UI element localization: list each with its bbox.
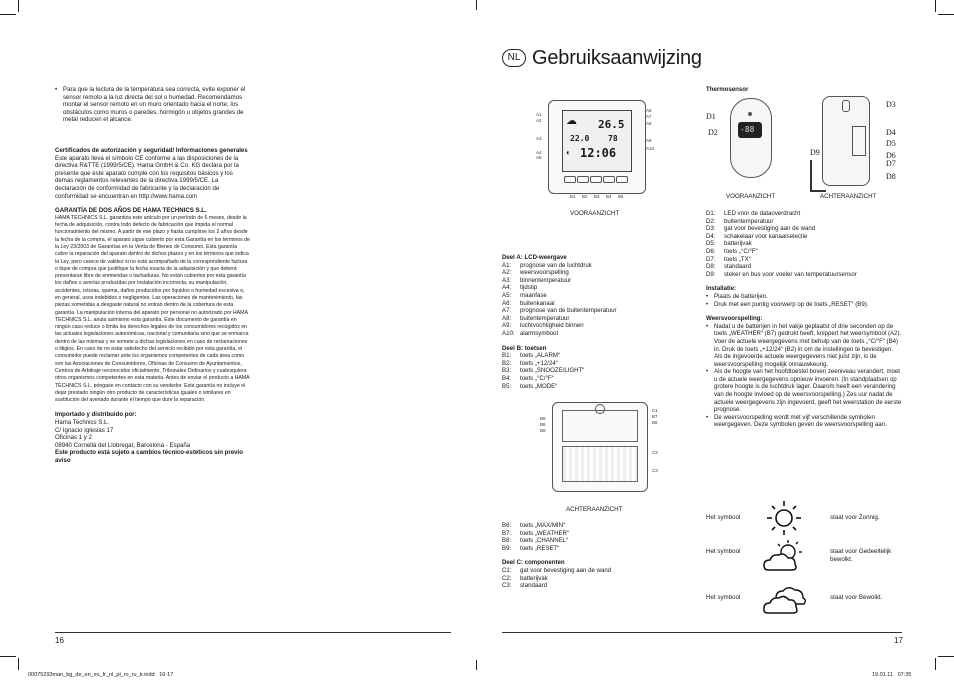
importer-title: Importado y distribuido por: [55,411,137,419]
display-temp-in: 22.0 [570,134,590,143]
led-indicator [748,112,752,116]
partD-row: D4: schakelaar voor kanaalselectie [706,232,808,240]
crop-mark [938,14,954,15]
label-a5: A5 [536,155,542,160]
front-view-caption: VOORAANZICHT [570,210,620,217]
partC-title: Deel C: componenten [502,559,565,567]
label-d8: D8 [886,172,896,181]
symbol-right-text: staat voor Gedeeltelijk bewolkt. [830,548,892,563]
cert-title: Certificados de autorización y seguridad/ Informaciones generales [55,146,248,154]
label-b6-left: B6 [540,416,546,421]
partA-row: A3: binnentemperatuur [502,276,572,284]
front-button [564,176,576,183]
partD-row: D9: steker en bus voor voeler van temperatuursensor [706,270,857,278]
partA-row: A4: tijdstip [502,284,538,292]
label-d6: D6 [886,151,896,160]
label-a4: A4 [536,150,542,155]
crop-mark [938,656,954,657]
middle-column [502,254,662,390]
symbol-row-partly-cloudy [706,542,906,582]
left-column [55,86,250,465]
partB-row: B6: toets „MAX/MIN“ [502,522,566,529]
print-file-info: 00075293man_bg_de_en_es_fr_nl_pl_ro_ru_tr.indd 16-17 [28,672,174,678]
label-d4: D4 [886,128,896,137]
forecast-item: • Als de hoogte van het hoofdtoestel boven zeeniveau verandert, moet u de actuele weergegevens opnieuw invoeren. (In standplaatsen op grotere hoogte is de luchtdruk lager. Daarom heeft een verandering van de hoogte invloed op de weersvoorspelling.) Zes uur nadat de actuele weergegevens zijn ingevoerd, geeft het weerstation de eerste prognose. [706,368,902,414]
symbol-left-text: Het symbool [706,594,741,601]
partB-row: B1: toets „ALARM“ [502,352,560,360]
display-temp-out: 26.5 [598,118,625,131]
forecast-item: • De weersvoorspelling wordt met vijf verschillende symbolen weergegeven. Deze symbolen geven de weersvoorspelling aan. [706,414,902,429]
importer-line: C/ Ignacio Iglesias 17 [55,426,114,434]
label-a6: A6 [646,108,652,113]
label-b7: B7 [652,414,658,419]
label-b9: B9 [540,428,546,433]
symbol-row-cloudy [706,582,906,622]
symbol-right-text: staat voor Bewolkt. [830,594,883,601]
warranty-text: HAMA TECHNICS S.L. garantiza este artículo por un período de 6 meses, desde la fecha de adquisición, contra todo defecto de fabricación que impida el normal funcionamiento del mismo. A partir de ese plazo y hasta cumplirse los 2 años desde la fecha de la compra, el aparato sigue cubierto por esta Garantía en los términos de la Ley 23/2003 de Garantías en la Venta de Bienes de Consumo. Esta garantía cubre la reparación del aparato dentro de dichos plazos y en los términos que indica la Ley, pero carece de validez si no está acompañado de la correspondiente factura o tique de compra que justifique la fecha exacta de la adquisición y que deberá presentarse libre de enmiendas o tachaduras. No están cubiertos por esta garantía los daños o averías producidas por instalación incorrecta, su manipulación, accidentes, roturas, quema, daños producidos por líquidos o humedad excesiva o, en general, usos indebidos o negligentes. Las operaciones de mantenimiento, las piezas sometidas a desgaste natural no entran dentro de la cobertura de esta garantía. La manipulación interna del aparato por personal no autorizado por HAMA TECHNICS S.L. anula asimismo esta garantía. Este documento de garantía en ningún caso reduce o limita los derechos legales de los consumidores recogidos en las actuales legislaciones autonómicas, nacional y comunitaria sino que se enmarca dentro de las mismas y se somete a dichas legislaciones en caso de reclamaciones o litigios. En caso de no estar satisfecho del servicio recibido por esta garantía, el consumidor puede reclamar ante los organismos competentes de cada área como son las Asociaciones de Consumidores, Oficinas de Consumo de Ayuntamientos, Centros de Arbitraje reconocidos oficialmente, Tribunales Ordinarios y cualesquiera otros organismos competentes en esta materia. Antes de enviar el producto a HAMA TECHNICS S.L. póngase en contacto con su vendedor. Esta garantía no incluye el dejar prestado ningún otro producto de características iguales o similares en sustitución del averiado durante el tiempo que dure la reparación. [55,214,250,404]
battery-compartment [562,446,638,482]
label-b4: B4 [606,194,612,199]
crop-mark [476,0,477,10]
label-d5: D5 [886,139,896,148]
crop-mark [476,660,477,670]
wall-hole [595,404,605,414]
front-button [603,176,615,183]
display-hum: 78 [608,134,618,143]
importer-line: Oficinas 1 y 2 [55,434,92,442]
partB-row: B5: toets „MODE“ [502,382,558,390]
label-d9: D9 [810,148,820,157]
crop-mark [0,656,16,657]
install-title: Installatie: [706,285,737,293]
crop-mark [18,0,19,12]
page-header [502,44,702,72]
symbol-left-text: Het symbool [706,548,741,555]
partA-row: A7: prognose van de buitentemperatuur [502,307,617,315]
symbol-row-sunny [706,506,906,546]
partB-row: B3: toets „SNOOZE/LIGHT“ [502,367,585,375]
partB-row: B7: toets „WEATHER“ [502,529,569,537]
partD-row: D2: buitentemperatuur [706,217,774,225]
footer-rule-left [55,632,451,633]
partD-row: D3: gat voor bevestiging aan de wand [706,225,816,233]
importer-line: Hama Technics S.L. [55,419,110,427]
importer-line: 08940 Cornellà del Llobregat, Barcelona - España [55,441,191,449]
forecast-item: • Nadat u de batterijen in het vakje geplaatst of drie seconden op de toets „WEATHER“ (B7) gedrukt heeft, knippert het weersymbool (A2). Voer de actuele weergegevens met behulp van de toets „°C/°F“ (B4) in. Druk de toets „+12/24“ (B2) in om de instellingen te bevestigen. Als de ingevoerde actuele weergegevens niet juist zijn, is de weersvoorspelling mogelijk onnauwkeurig. [706,323,902,369]
install-step: • Plaats de batterijen. [706,293,902,301]
cloudy-icon [762,582,808,616]
label-c1: C1 [652,408,658,413]
partD-row: D1: LED voor de dataoverdracht [706,210,801,217]
language-badge: NL [502,49,526,67]
partB-title: Deel B: toetsen [502,344,547,352]
partA-row: A10: alarmsymbool [502,329,558,337]
sensor-front-caption: VOORAANZICHT [726,193,776,200]
label-a10: A10 [646,146,655,151]
sensor-wall-hole [842,100,850,112]
label-b6-right: B6 [652,420,658,425]
sensor-battery [852,126,866,156]
partD-row: D8: standaard [706,263,752,271]
partD-row: D5: batterijvak [706,240,752,248]
warranty-title: GARANTÍA DE DOS AÑOS DE HAMA TECHNICS S.L. [55,207,207,215]
label-d2: D2 [708,128,718,137]
partB-row: B4: toets „°C/°F“ [502,374,554,382]
partA-row: A5: maanfase [502,291,547,299]
partA-row: A2: weersvoorspelling [502,269,569,277]
page-number-right: 17 [894,636,903,645]
label-a8: A8 [646,121,652,126]
moon-icon: ◐ [566,148,571,157]
button-row [564,176,628,182]
sensor-front-body [730,98,772,178]
label-b2: B2 [582,194,588,199]
partly-cloudy-icon [762,540,806,576]
partA-row: A1: prognose van de luchtdruk [502,261,592,269]
display-time: 12:06 [580,146,617,160]
partB-row: B2: toets „+12/24“ [502,359,558,367]
partC-row: C1: gat voor bevestiging aan de wand [502,566,612,574]
partA-row: A9: luchtvochtigheid binnen [502,322,584,330]
label-b8: B8 [540,422,546,427]
partA-title: Deel A: LCD-weergave [502,254,567,261]
partB-row: B9: toets „RESET“ [502,544,560,552]
label-c3: C3 [652,468,658,473]
front-button [616,176,628,183]
label-a2: A2 [536,118,542,123]
front-button [590,176,602,183]
sensor-back-caption: ACHTERAANZICHT [820,193,877,200]
crop-mark [0,14,16,15]
sensor-screen-text: -88 [740,125,755,134]
install-step: • Druk met een puntig voorwerp op de toets „RESET“ (B9). [706,301,902,309]
label-a1: A1 [536,112,542,117]
back-view-caption: ACHTERAANZICHT [566,506,623,513]
partA-row: A8: buitentemperatuur [502,314,570,322]
label-a7: A7 [646,114,652,119]
label-b5: B5 [618,194,624,199]
page-title: Gebruiksaanwijzing [532,46,702,69]
partD-row: D6: toets „°C/°F“ [706,247,758,255]
right-column [706,210,902,429]
forecast-title: Weersvoorspelling: [706,315,763,323]
partC-row: C2: batterijvak [502,574,548,582]
partB-row: B8: toets „CHANNEL“ [502,537,569,545]
print-date-info: 19.01.11 07:35 [872,672,912,678]
label-a3: A3 [536,136,542,141]
back-top-panel [562,410,638,442]
crop-mark [935,658,936,670]
back-view-diagram [540,398,660,498]
sensor-title: Thermosensor [706,86,749,93]
cert-text: Este aparato lleva el símbolo CE conforme a las disposiciones de la directiva R&TTE (1999/5/CE). Hama GmbH & Co. KG declara por la presente que este aparato cumple con los requisitos básicos y los demás reglamentos relevantes de la directiva 1999/5/CE. La declaración de conformidad de fabricante y la declaración de conformidad se encuentran en http://www.hama.com [55,154,239,200]
sun-icon [764,500,804,536]
label-c2: C2 [652,450,658,455]
label-a9: A9 [646,138,652,143]
partA-row: A6: buitenkanaal [502,299,555,307]
page-number-left: 16 [55,636,64,645]
label-d1: D1 [706,112,716,121]
partD-row: D7: toets „TX“ [706,255,751,263]
cloud-icon: ☁ [566,115,577,127]
partC-row: C3: standaard [502,582,548,590]
crop-mark [18,658,19,670]
label-d3: D3 [886,100,896,109]
symbol-right-text: staat voor Zonnig. [830,514,880,521]
label-d7: D7 [886,159,896,168]
middle-column-lower [502,522,662,590]
label-b1: B1 [570,194,576,199]
symbol-left-text: Het symbool [706,514,741,521]
importer-note: Este producto está sujeto a cambios técnico-estéticos sin previo aviso [55,449,243,464]
front-view-diagram [536,96,656,206]
front-button [577,176,589,183]
footer-rule-right [502,632,902,633]
sensor-diagram [706,94,902,190]
probe-cable [810,160,826,192]
sensor-placement-note: • Para que la lectura de la temperatura sea correcta, evite exponer el sensor remoto a la luz directa del sol o humedad. Recomendamos montar el sensor remoto en un muro orientado hacia el norte; los obstáculos como muros o paredes, hormigón u objetos grandes de metal reducen el alcance. [55,86,250,124]
label-b3: B3 [594,194,600,199]
crop-mark [935,0,936,12]
